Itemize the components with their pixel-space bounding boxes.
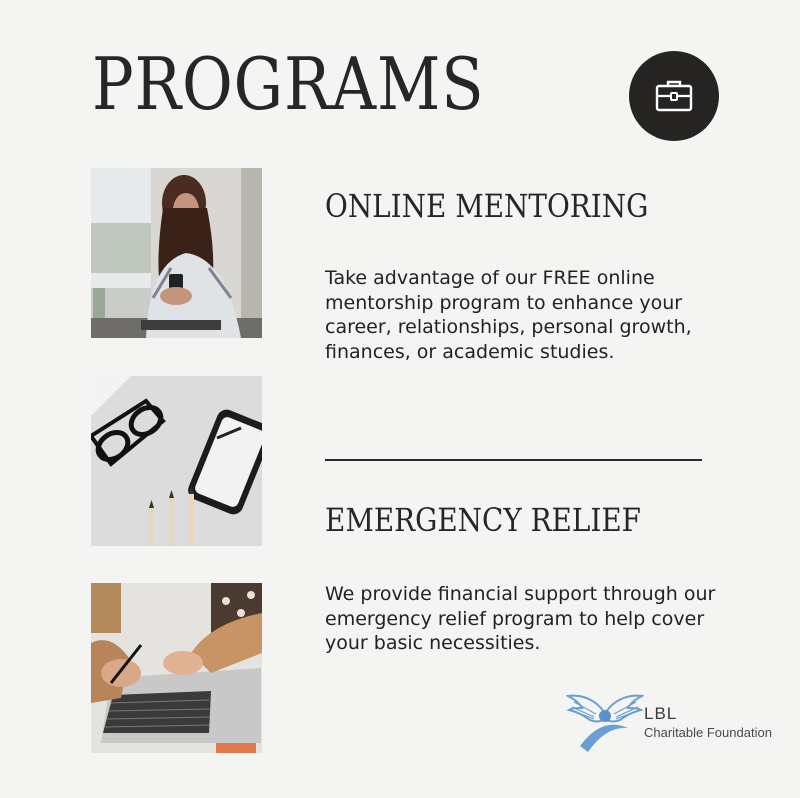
woman-with-phone-photo: [91, 168, 262, 338]
page-title: PROGRAMS: [92, 42, 485, 126]
online-mentoring-description: Take advantage of our FREE online mentorship program to enhance your career, relationships, personal growth, finances, or academic studies.: [325, 267, 692, 363]
winged-emblem-icon: [566, 686, 644, 758]
online-mentoring-heading: ONLINE MENTORING: [325, 187, 649, 225]
briefcase-badge: [629, 51, 719, 141]
emergency-relief-description: We provide financial support through our emergency relief program to help cover your basic necessities.: [325, 583, 716, 654]
briefcase-icon: [653, 75, 695, 117]
section-divider: [325, 459, 702, 461]
logo-name: LBL: [644, 704, 678, 723]
laptop-typing-photo: [91, 583, 262, 753]
glasses-phone-pencils-photo: [91, 376, 262, 546]
lbl-logo: [566, 686, 796, 758]
emergency-relief-heading: EMERGENCY RELIEF: [325, 501, 641, 539]
logo-subtitle: Charitable Foundation: [644, 725, 772, 740]
